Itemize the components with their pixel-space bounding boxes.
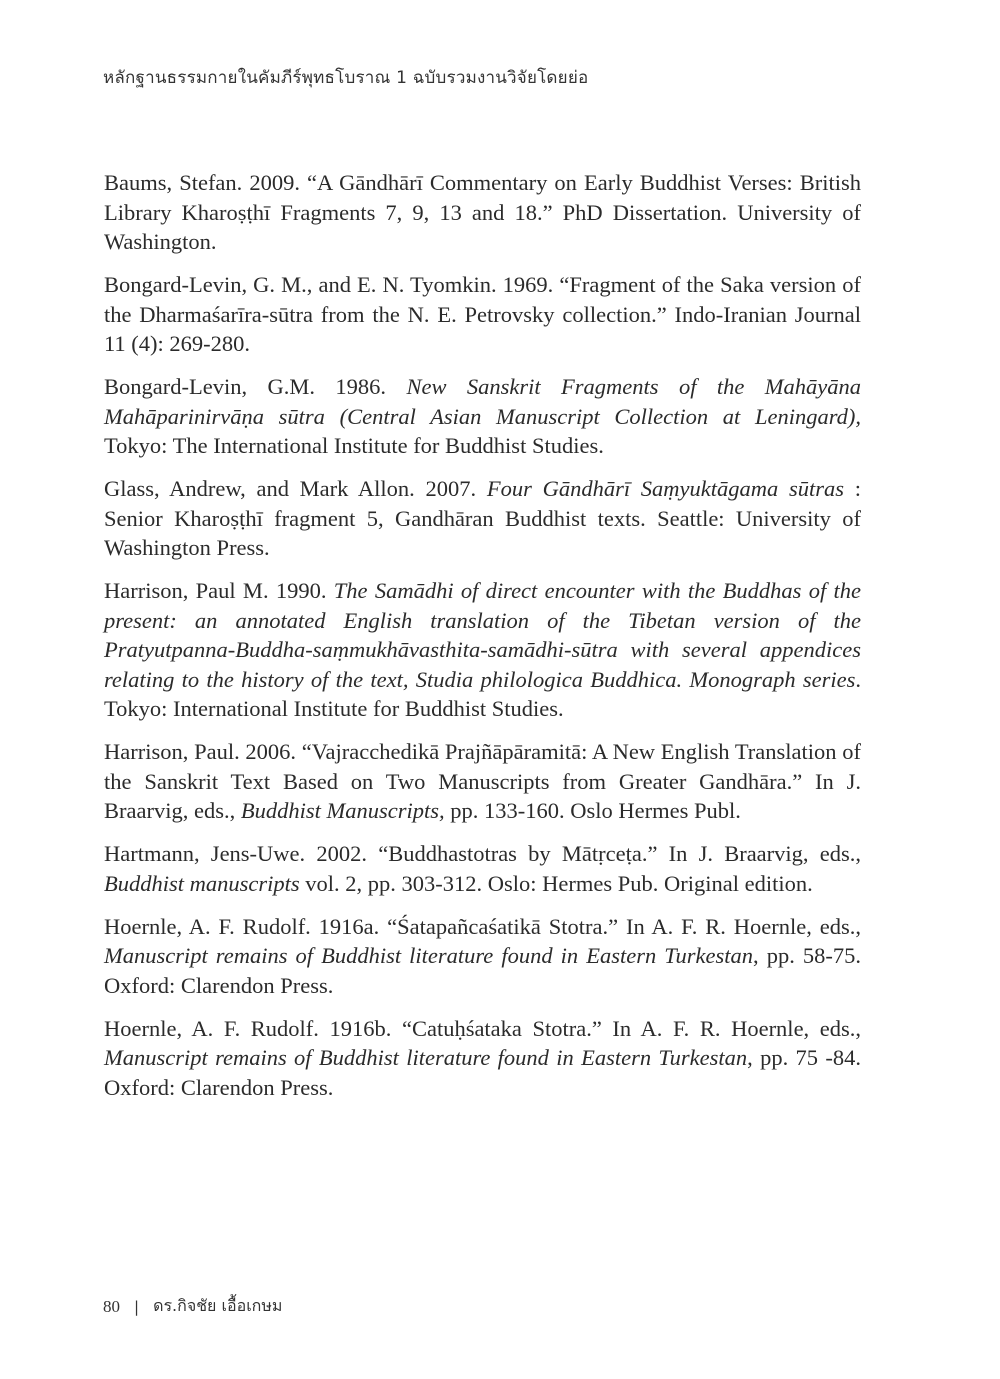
reference-title-italic: Manuscript remains of Buddhist literature found in Eastern Turkestan xyxy=(104,1045,748,1070)
reference-text: Hoernle, A. F. Rudolf. 1916b. “Catuḥśataka Stotra.” In A. F. R. Hoernle, eds., xyxy=(104,1015,861,1041)
reference-text: Hartmann, Jens-Uwe. 2002. “Buddhastotras by Mātṛceṭa.” In J. Braarvig, eds., xyxy=(104,841,861,866)
reference-entry xyxy=(104,270,861,359)
reference-entry xyxy=(104,168,861,257)
footer-separator: | xyxy=(134,1297,140,1316)
reference-title-italic: Buddhist manuscripts xyxy=(104,870,300,896)
reference-title-italic: Buddhist Manuscripts, xyxy=(240,798,445,823)
reference-entry xyxy=(104,474,861,563)
reference-text: Bongard-Levin, G. M., and E. N. Tyomkin. 1969. “Fragment of the Saka version of the Dharmaśarīra-sūtra from the N. E. Petrovsky collection.” Indo-Iranian Journal 11 (4): 269-280. xyxy=(104,272,861,356)
reference-title-italic: Manuscript remains of Buddhist literature found in Eastern Turkestan xyxy=(104,943,754,968)
reference-text: Hoernle, A. F. Rudolf. 1916a. “Śatapañcaśatikā Stotra.” In A. F. R. Hoernle, eds., xyxy=(104,913,861,939)
reference-title-italic: The Samādhi of direct encounter with the Buddhas of the present: an annotated English translation of the Tibetan version of the Pratyutpanna-Buddha-saṃmukhāvasthita-samādhi-sūtra with several appendices relating to the history of the text, Studia philologica Buddhica. Monograph series xyxy=(104,578,861,692)
reference-text: . Tokyo: International Institute for Buddhist Studies. xyxy=(104,666,861,721)
reference-text: , pp. 75 -84. Oxford: Clarendon Press. xyxy=(104,1045,861,1100)
reference-text: Harrison, Paul. 2006. “Vajracchedikā Prajñāpāramitā: A New English Translation of the Sanskrit Text Based on Two Manuscripts from Greater Gandhāra.” In J. Braarvig, eds., xyxy=(104,739,861,823)
reference-title-italic: Four Gāndhārī Saṃyuktāgama sūtras xyxy=(486,476,845,501)
footer-author: ดร.กิจชัย เอื้อเกษม xyxy=(153,1296,283,1315)
running-header xyxy=(103,64,588,91)
page-footer xyxy=(103,1294,282,1319)
reference-text: Bongard-Levin, G.M. 1986. xyxy=(104,374,407,399)
reference-entry xyxy=(104,737,861,826)
references-list xyxy=(104,168,861,1116)
reference-text: , pp. 58-75. Oxford: Clarendon Press. xyxy=(104,943,861,998)
reference-entry xyxy=(104,839,861,898)
reference-text: : Senior Kharoṣṭhī fragment 5, Gandhāran Buddhist texts. Seattle: University of Washington Press. xyxy=(104,476,861,560)
reference-entry xyxy=(104,576,861,724)
reference-text: Harrison, Paul M. 1990. xyxy=(104,578,334,603)
page-number: 80 xyxy=(103,1296,120,1316)
reference-entry xyxy=(104,1014,861,1103)
reference-text: Baums, Stefan. 2009. “A Gāndhārī Commentary on Early Buddhist Verses: British Library Kharoṣṭhī Fragments 7, 9, 13 and 18.” PhD Dissertation. University of Washington. xyxy=(104,170,861,254)
reference-entry xyxy=(104,372,861,461)
reference-text: vol. 2, pp. 303-312. Oslo: Hermes Pub. Original edition. xyxy=(299,870,813,896)
reference-text: Tokyo: The International Institute for Buddhist Studies. xyxy=(104,433,604,458)
reference-entry xyxy=(104,912,861,1001)
reference-text: pp. 133-160. Oslo Hermes Publ. xyxy=(444,798,741,823)
reference-text: Glass, Andrew, and Mark Allon. 2007. xyxy=(104,476,487,501)
reference-title-italic: New Sanskrit Fragments of the Mahāyāna Mahāparinirvāṇa sūtra (Central Asian Manuscript Collection at Leningard), xyxy=(104,374,862,429)
running-title: หลักฐานธรรมกายในคัมภีร์พุทธโบราณ 1 ฉบับรวมงานวิจัยโดยย่อ xyxy=(103,68,589,88)
